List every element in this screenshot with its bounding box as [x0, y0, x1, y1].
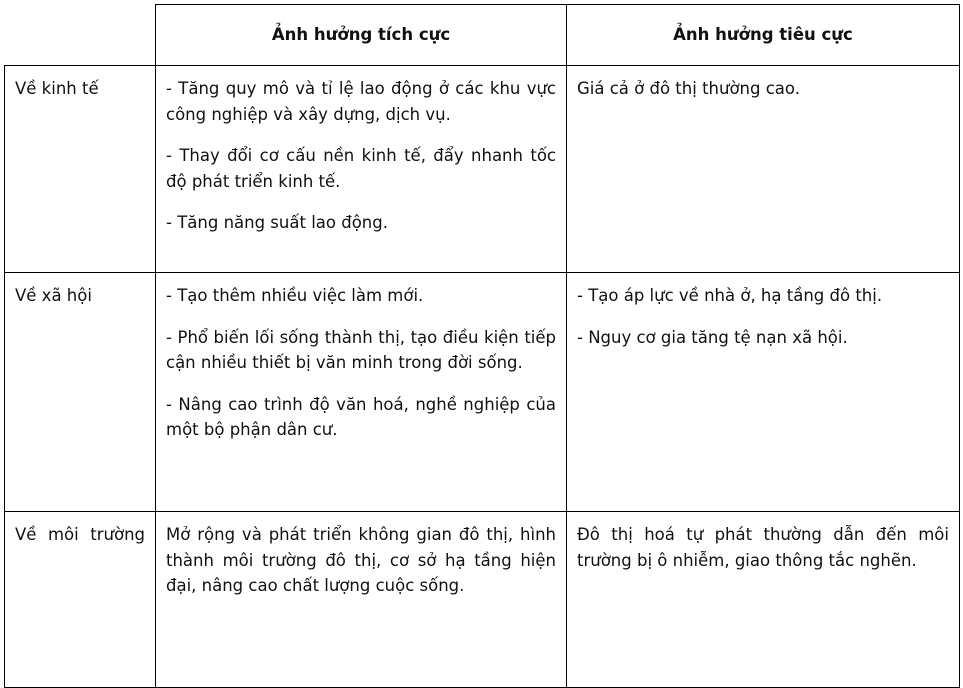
cell-text-group	[166, 283, 556, 443]
cell-environment-negative	[567, 512, 960, 688]
header-row	[5, 5, 960, 66]
urbanization-impact-table	[4, 4, 960, 688]
header-negative-impact: Ảnh hưởng tiêu cực	[567, 5, 960, 66]
header-positive-impact: Ảnh hưởng tích cực	[156, 5, 567, 66]
table-row	[5, 66, 960, 273]
cell-economy-negative	[567, 66, 960, 273]
cell-paragraph: Mở rộng và phát triển không gian đô thị, hình thành môi trường đô thị, cơ sở hạ tầng hiện đại, nâng cao chất lượng cuộc sống.	[166, 525, 556, 596]
cell-paragraph: - Tạo áp lực về nhà ở, hạ tầng đô thị.	[577, 286, 883, 305]
cell-text-group	[166, 76, 556, 236]
cell-paragraph: Giá cả ở đô thị thường cao.	[577, 79, 800, 98]
cell-paragraph: - Tăng quy mô và tỉ lệ lao động ở các khu vực công nghiệp và xây dựng, dịch vụ.	[166, 79, 556, 124]
cell-text-group	[577, 522, 949, 573]
cell-paragraph: - Nâng cao trình độ văn hoá, nghề nghiệp của một bộ phận dân cư.	[166, 394, 556, 440]
cell-society-positive	[156, 273, 567, 512]
cell-environment-positive	[156, 512, 567, 688]
cell-paragraph: - Nguy cơ gia tăng tệ nạn xã hội.	[577, 327, 848, 347]
cell-text-group	[166, 522, 556, 599]
cell-paragraph: - Thay đổi cơ cấu nền kinh tế, đẩy nhanh tốc độ phát triển kinh tế.	[166, 146, 556, 191]
cell-paragraph: - Tạo thêm nhiều việc làm mới.	[166, 286, 424, 305]
cell-society-negative	[567, 273, 960, 512]
table-row	[5, 512, 960, 688]
row-label-environment: Về môi trường	[5, 512, 156, 688]
cell-text-group	[577, 76, 949, 102]
cell-paragraph: - Phổ biến lối sống thành thị, tạo điều kiện tiếp cận nhiều thiết bị văn minh trong đời sống.	[166, 327, 556, 373]
cell-text-group	[577, 283, 949, 350]
cell-economy-positive	[156, 66, 567, 273]
table-header	[5, 5, 960, 66]
row-label-economy: Về kinh tế	[5, 66, 156, 273]
cell-paragraph: - Tăng năng suất lao động.	[166, 213, 388, 233]
header-corner-cell	[5, 5, 156, 66]
row-label-society: Về xã hội	[5, 273, 156, 512]
cell-paragraph: Đô thị hoá tự phát thường dẫn đến môi trường bị ô nhiễm, giao thông tắc nghẽn.	[577, 525, 949, 570]
table-body	[5, 66, 960, 688]
table-row	[5, 273, 960, 512]
